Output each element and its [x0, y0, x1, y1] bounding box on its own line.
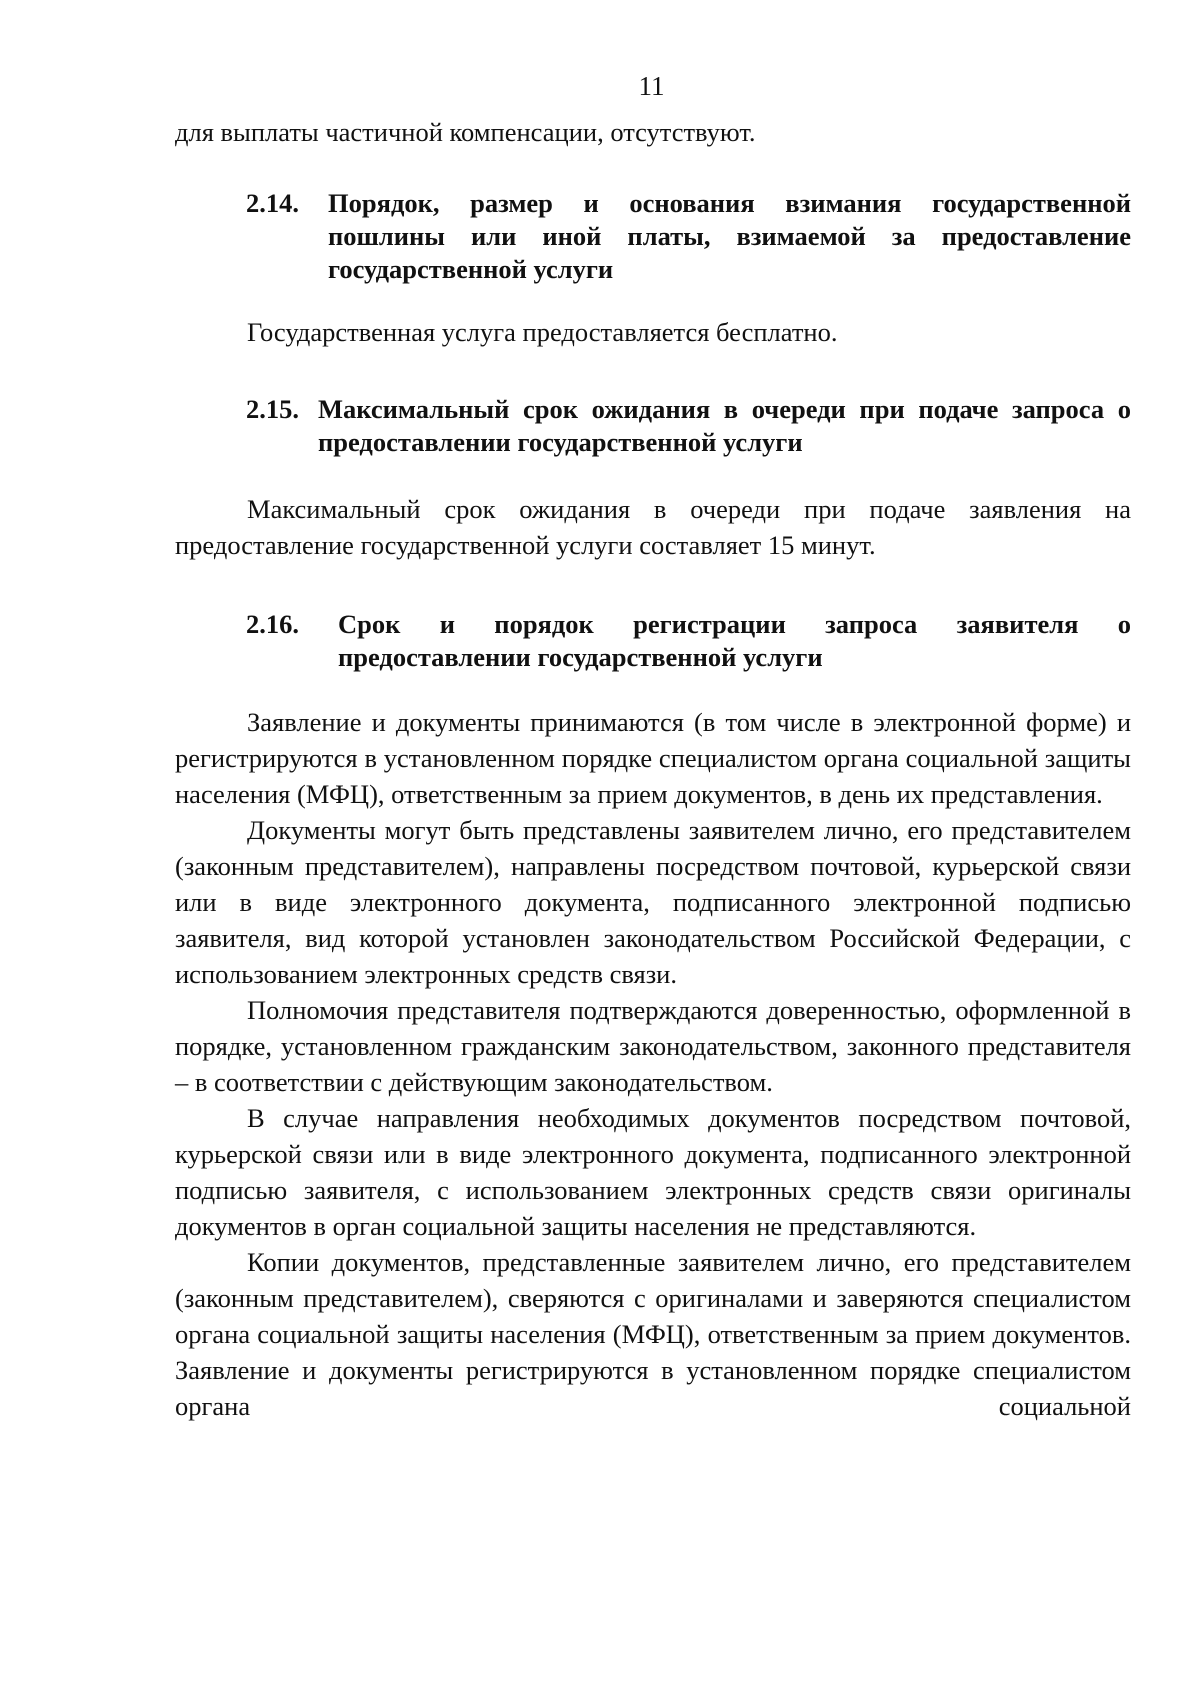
section-body-2-15	[175, 491, 1131, 563]
section-number: 2.15.	[246, 394, 299, 424]
page-number: 11	[638, 71, 665, 101]
paragraph: Полномочия представителя подтверждаются доверенностью, оформленной в порядке, установленном гражданским законодательством, законного представителя – в соответствии с действующим законодательством.	[175, 995, 1131, 1097]
intro-line: для выплаты частичной компенсации, отсутствуют.	[175, 117, 756, 147]
section-title: Срок и порядок регистрации запроса заявителя о предоставлении государственной услуги	[338, 609, 1131, 672]
section-title: Максимальный срок ожидания в очереди при подаче запроса о предоставлении государственной услуги	[318, 394, 1131, 457]
paragraph: Заявление и документы принимаются (в том числе в электронной форме) и регистрируются в установленном порядке специалистом органа социальной защиты населения (МФЦ), ответственным за прием документов, в день их представления.	[175, 707, 1131, 809]
paragraph: Максимальный срок ожидания в очереди при подаче заявления на предоставление государственной услуги составляет 15 минут.	[175, 494, 1131, 560]
section-heading-2-14	[246, 187, 1131, 286]
section-heading-2-15	[246, 393, 1131, 459]
section-number: 2.16.	[246, 609, 299, 639]
paragraph: Документы могут быть представлены заявителем лично, его представителем (законным представителем), направлены посредством почтовой, курьерской связи или в виде электронного документа, подписанного электронной подписью заявителя, вид которой установлен законодательством Российской Федерации, с использованием электронных средств связи.	[175, 815, 1131, 989]
section-heading-2-16	[246, 608, 1131, 674]
paragraph: Государственная услуга предоставляется бесплатно.	[247, 317, 838, 347]
paragraph: В случае направления необходимых документов посредством почтовой, курьерской связи или в виде электронного документа, подписанного электронной подписью заявителя, с использованием электронных средств связи оригиналы документов в орган социальной защиты населения не представляются.	[175, 1103, 1131, 1241]
paragraph: Копии документов, представленные заявителем лично, его представителем (законным представителем), сверяются с оригиналами и заверяются специалистом органа социальной защиты населения (МФЦ), ответственным за прием документов. Заявление и документы регистрируются в установленном порядке специалистом органа социальной	[175, 1247, 1131, 1421]
section-title: Порядок, размер и основания взимания государственной пошлины или иной платы, взимаемой за предоставление государственной услуги	[328, 188, 1131, 284]
section-body-2-14	[175, 314, 1131, 350]
intro-paragraph	[175, 114, 1131, 150]
section-number: 2.14.	[246, 188, 299, 218]
section-body-2-16	[175, 704, 1131, 1424]
